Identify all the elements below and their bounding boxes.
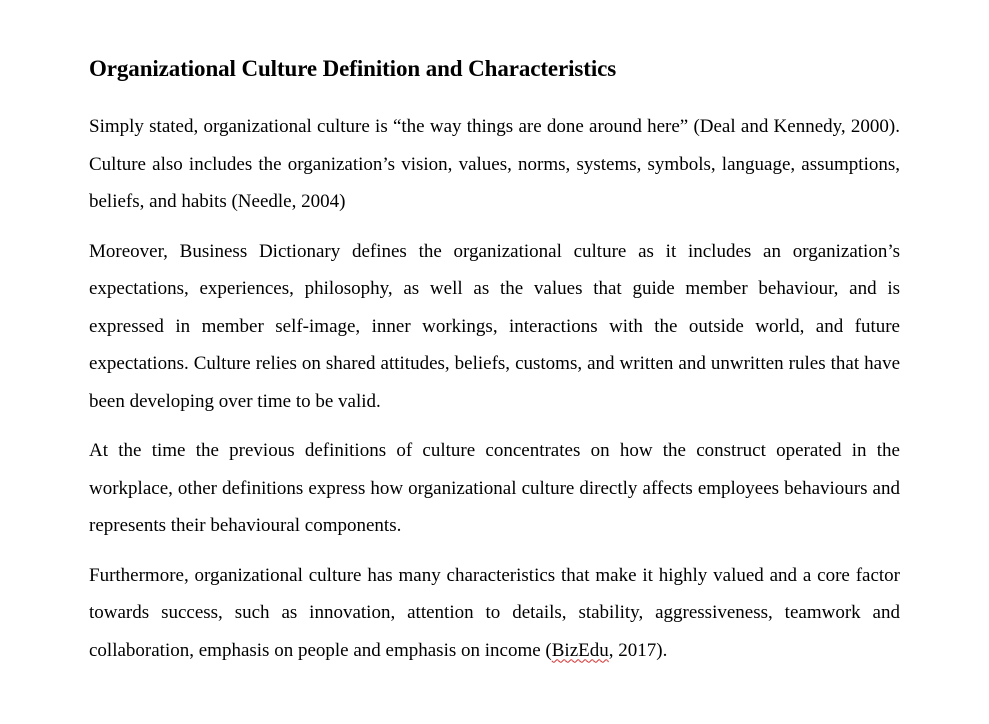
paragraph-characteristics-end: , 2017). [608,639,668,661]
paragraph-previous-definitions: At the time the previous definitions of culture concentrates on how the construct operated in the workplace, other definitions express how organizational culture directly affects employees behaviours and represents their behavioural components. [89,440,900,536]
paragraph-business-dictionary: Moreover, Business Dictionary defines the organizational culture as it includes an organization’s expectations, experiences, philosophy, as well as the values that guide member behaviour, and is expressed in member self-image, inner workings, interactions with the outside world, and future expectations. Culture relies on shared attitudes, beliefs, customs, and written and unwritten rules that have been developing over time to be valid. [89,240,900,412]
document-body[interactable] [89,52,900,681]
paragraph-characteristics [89,557,900,670]
paragraph-definition: Simply stated, organizational culture is “the way things are done around here” (Deal and Kennedy, 2000). Culture also includes the organization’s vision, values, norms, systems, symbols, language, assumptions, beliefs, and habits (Needle, 2004) [89,116,900,212]
spellcheck-flagged-word[interactable]: BizEdu [551,639,609,661]
paragraph-characteristics-text: Furthermore, organizational culture has many characteristics that make it highly valued and a core factor towards success, such as innovation, attention to details, stability, aggressiveness, teamwork and collaboration, emphasis on people and emphasis on income ( [89,564,900,661]
document-heading: Organizational Culture Definition and Characteristics [89,56,617,81]
